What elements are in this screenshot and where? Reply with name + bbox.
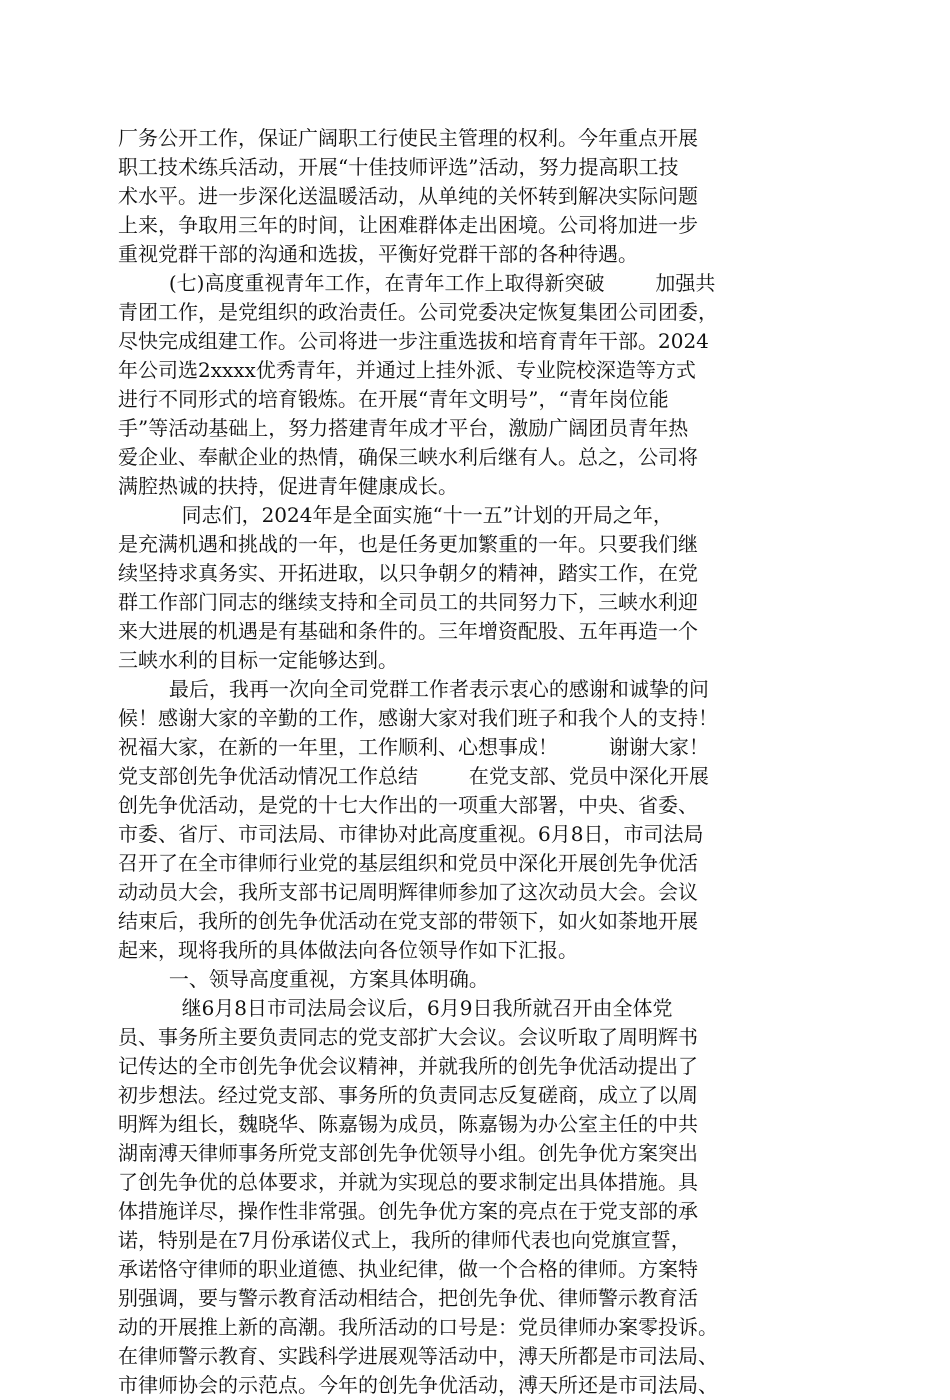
text-line: 召开了在全市律师行业党的基层组织和党员中深化开展创先争优活	[118, 851, 698, 875]
text-line: 员、事务所主要负责同志的党支部扩大会议。会议听取了周明辉书	[118, 1025, 698, 1049]
text-line: 群工作部门同志的继续支持和全司员工的共同努力下，三峡水利迎	[118, 590, 698, 614]
text-line: 同志们，2024年是全面实施“十一五”计划的开局之年，	[118, 503, 673, 527]
text-line: 续坚持求真务实、开拓进取，以只争朝夕的精神，踏实工作，在党	[118, 561, 698, 585]
text-line: 尽快完成组建工作。公司将进一步注重选拔和培育青年干部。2024	[118, 329, 709, 353]
text-line: 初步想法。经过党支部、事务所的负责同志反复磋商，成立了以周	[118, 1083, 698, 1107]
text-line: 明辉为组长，魏晓华、陈嘉锡为成员，陈嘉锡为办公室主任的中共	[118, 1112, 698, 1136]
text-line: 动的开展推上新的高潮。我所活动的口号是：党员律师办案零投诉。	[118, 1315, 718, 1339]
text-line: 体措施详尽，操作性非常强。创先争优方案的亮点在于党支部的承	[118, 1199, 698, 1223]
section-heading-line: 一、领导高度重视，方案具体明确。	[118, 967, 489, 991]
text-line: 别强调，要与警示教育活动相结合，把创先争优、律师警示教育活	[118, 1286, 698, 1310]
text-line: 候！感谢大家的辛勤的工作，感谢大家对我们班子和我个人的支持！	[118, 706, 718, 730]
text-line: 来大进展的机遇是有基础和条件的。三年增资配股、五年再造一个	[118, 619, 698, 643]
text-line: 市律师协会的示范点。今年的创先争优活动，溥天所还是市司法局、	[118, 1373, 718, 1397]
text-line: 三峡水利的目标一定能够达到。	[118, 648, 398, 672]
text-line: 承诺恪守律师的职业道德、执业纪律，做一个合格的律师。方案特	[118, 1257, 698, 1281]
text-line: 了创先争优的总体要求，并就为实现总的要求制定出具体措施。具	[118, 1170, 698, 1194]
section-title-line: 党支部创先争优活动情况工作总结 在党支部、党员中深化开展	[118, 764, 709, 788]
text-line: 记传达的全市创先争优会议精神，并就我所的创先争优活动提出了	[118, 1054, 698, 1078]
text-line: 进行不同形式的培育锻炼。在开展“青年文明号”，“青年岗位能	[118, 387, 669, 411]
text-line: 市委、省厅、市司法局、市律协对此高度重视。6月8日，市司法局	[118, 822, 704, 846]
text-line: 起来，现将我所的具体做法向各位领导作如下汇报。	[118, 938, 578, 962]
text-line: 祝福大家，在新的一年里，工作顺利、心想事成！ 谢谢大家！	[118, 735, 709, 759]
text-line: 继6月8日市司法局会议后，6月9日我所就召开由全体党	[118, 996, 673, 1020]
section-heading-line: (七)高度重视青年工作，在青年工作上取得新突破 加强共	[118, 271, 716, 295]
text-line: 动动员大会，我所支部书记周明辉律师参加了这次动员大会。会议	[118, 880, 698, 904]
text-line: 青团工作，是党组织的政治责任。公司党委决定恢复集团公司团委，	[118, 300, 718, 324]
text-line: 诺，特别是在7月份承诺仪式上，我所的律师代表也向党旗宣誓，	[118, 1228, 691, 1252]
text-line: 手”等活动基础上，努力搭建青年成才平台，激励广阔团员青年热	[118, 416, 689, 440]
text-line: 爱企业、奉献企业的热情，确保三峡水利后继有人。总之，公司将	[118, 445, 698, 469]
text-line: 重视党群干部的沟通和选拔，平衡好党群干部的各种待遇。	[118, 242, 638, 266]
text-line: 在律师警示教育、实践科学进展观等活动中，溥天所都是市司法局、	[118, 1344, 718, 1368]
text-line: 上来，争取用三年的时间，让困难群体走出困境。公司将加进一步	[118, 213, 698, 237]
text-line: 最后，我再一次向全司党群工作者表示衷心的感谢和诚挚的问	[118, 677, 709, 701]
text-line: 结束后，我所的创先争优活动在党支部的带领下，如火如荼地开展	[118, 909, 698, 933]
text-line: 是充满机遇和挑战的一年，也是任务更加繁重的一年。只要我们继	[118, 532, 698, 556]
document-body	[118, 124, 828, 1400]
text-line: 术水平。进一步深化送温暖活动，从单纯的关怀转到解决实际问题	[118, 184, 698, 208]
text-line: 湖南溥天律师事务所党支部创先争优领导小组。创先争优方案突出	[118, 1141, 698, 1165]
text-line: 年公司选2xxxx优秀青年，并通过上挂外派、专业院校深造等方式	[118, 358, 696, 382]
text-line: 满腔热诚的扶持，促进青年健康成长。	[118, 474, 458, 498]
text-line: 创先争优活动，是党的十七大作出的一项重大部署，中央、省委、	[118, 793, 698, 817]
text-line: 厂务公开工作，保证广阔职工行使民主管理的权利。今年重点开展	[118, 126, 698, 150]
text-line: 职工技术练兵活动，开展“十佳技师评选”活动，努力提高职工技	[118, 155, 679, 179]
